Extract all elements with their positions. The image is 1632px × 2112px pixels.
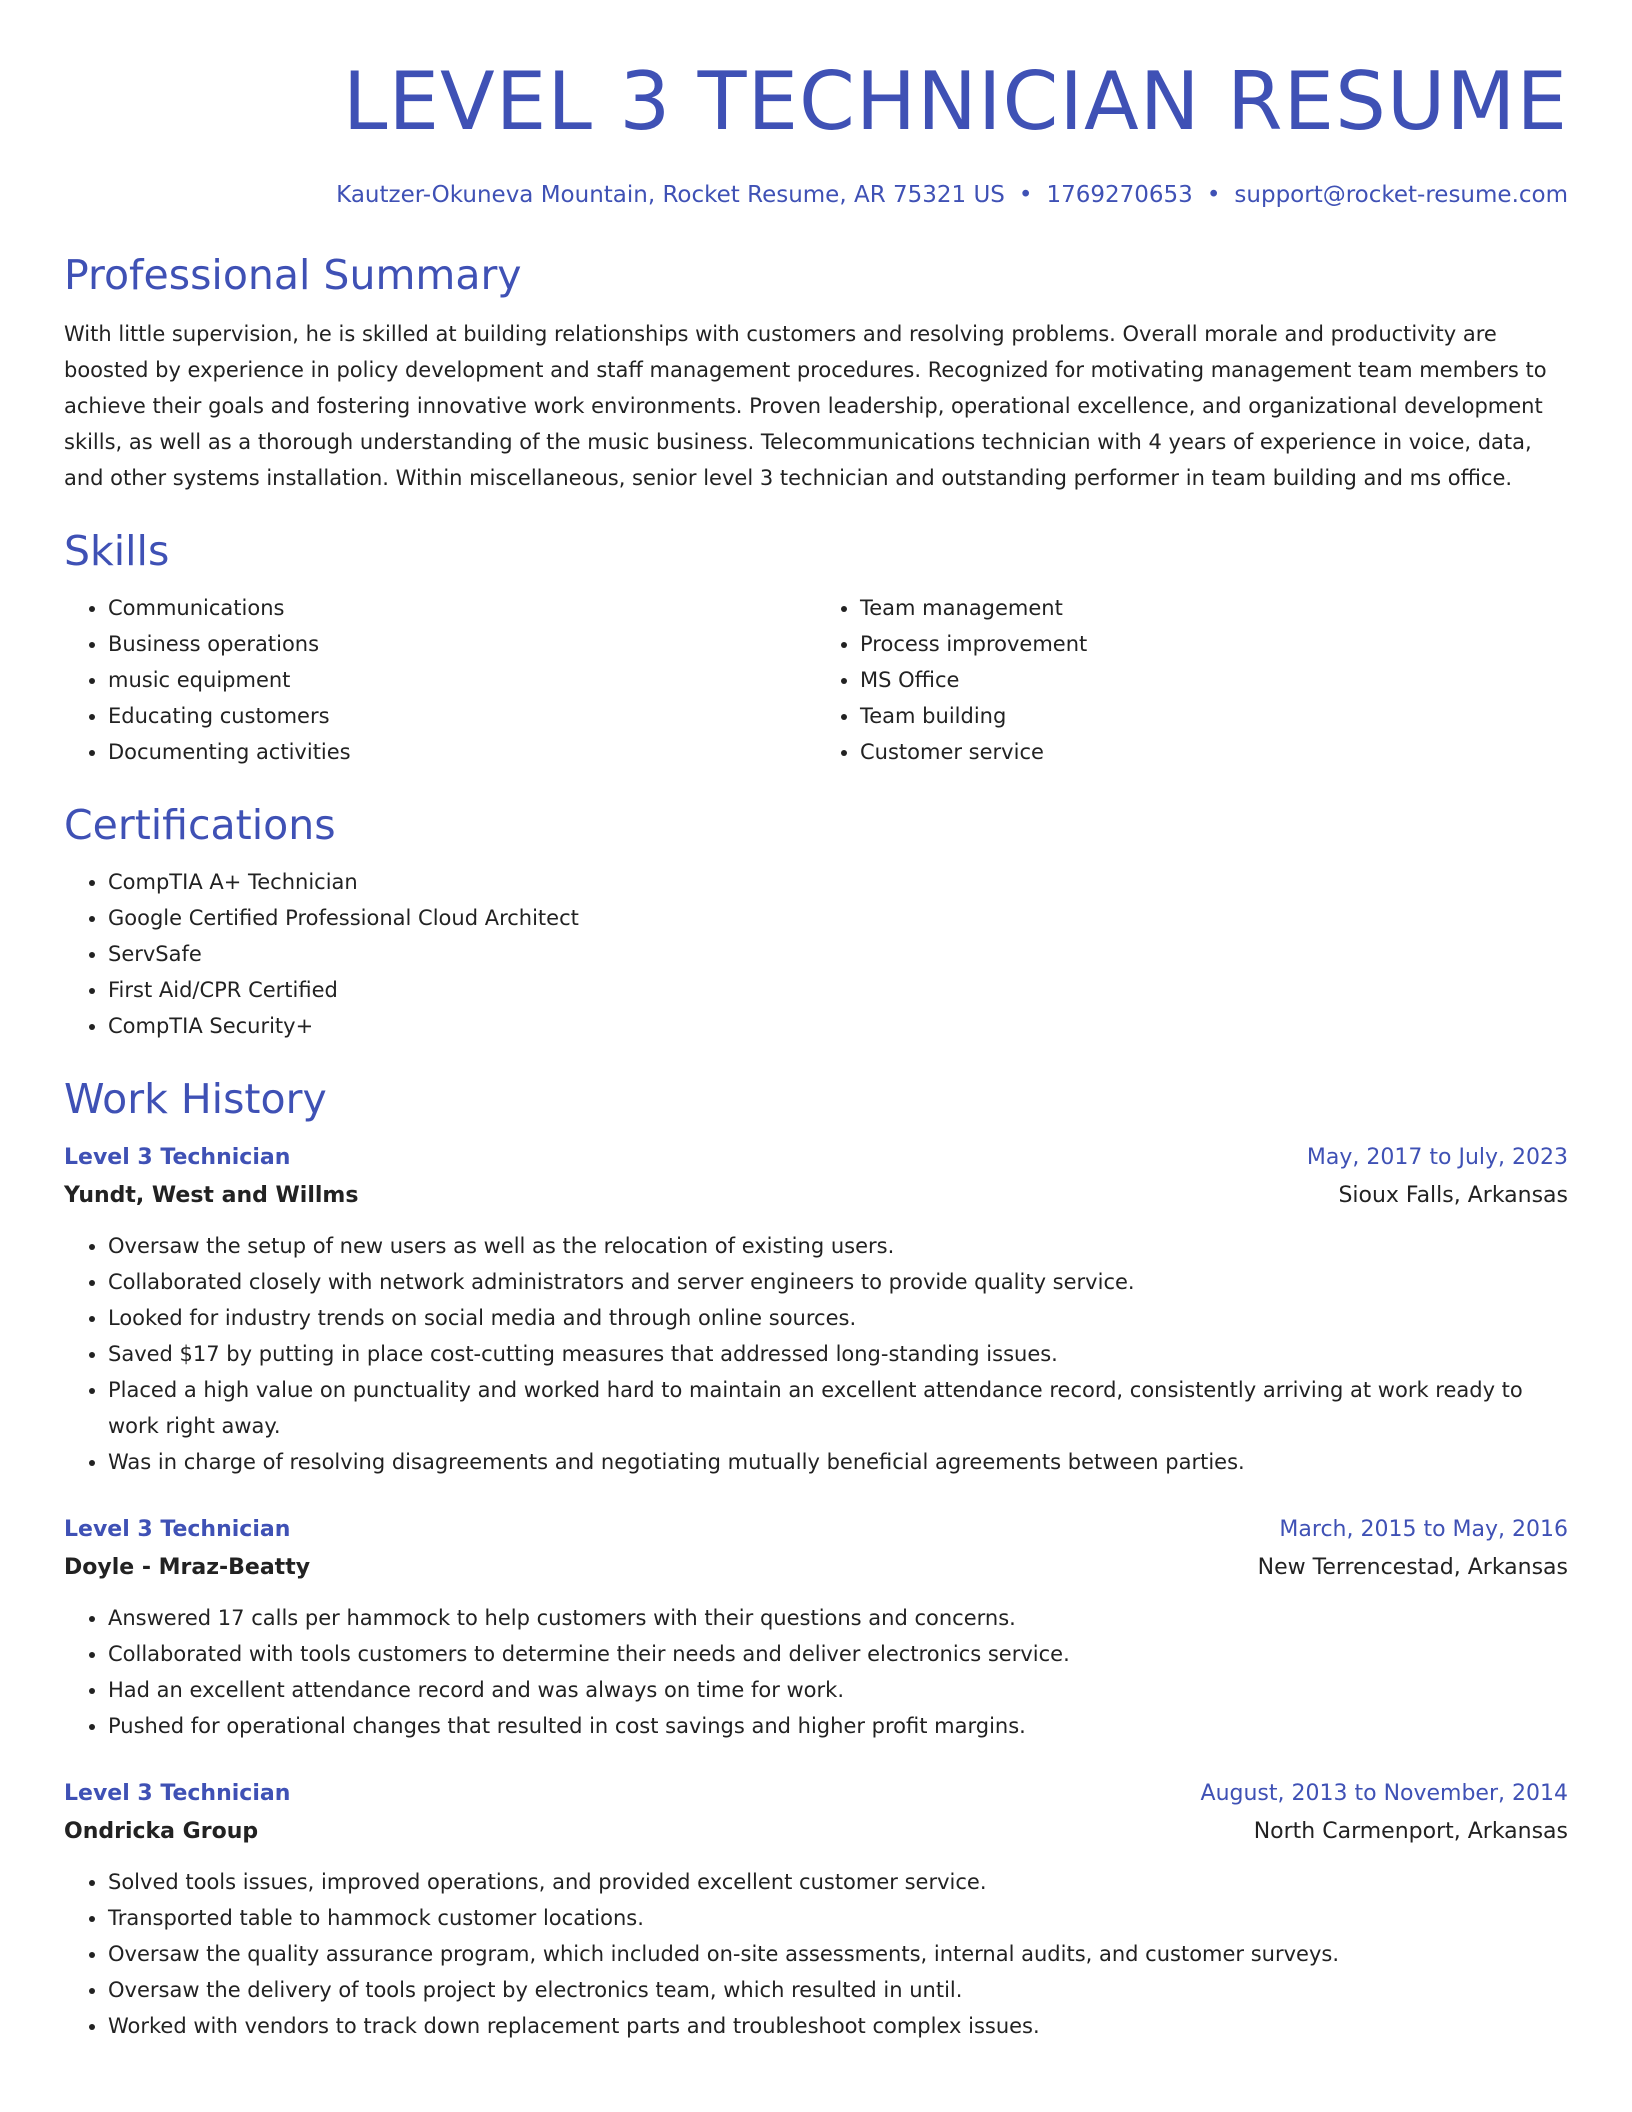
certification-item: • CompTIA Security+ [108, 1008, 1568, 1044]
job-company: Yundt, West and Willms [64, 1183, 359, 1208]
job-location: New Terrencestad, Arkansas [1257, 1555, 1568, 1580]
job-bullet: • Had an excellent attendance record and was always on time for work. [108, 1672, 1568, 1708]
certifications-list [64, 864, 1568, 1044]
job-entry [64, 1512, 1568, 1744]
summary-heading: Professional Summary [64, 251, 522, 299]
work-history-heading: Work History [64, 1075, 327, 1123]
job-bullet: • Saved $17 by putting in place cost-cutting measures that addressed long-standing issues. [108, 1336, 1568, 1372]
skill-item: • Team building [860, 698, 1568, 734]
job-employer-row [64, 1176, 1568, 1216]
certification-item: • CompTIA A+ Technician [108, 864, 1568, 900]
job-dates: August, 2013 to November, 2014 [1200, 1781, 1568, 1806]
resume-title: LEVEL 3 TECHNICIAN RESUME [342, 55, 1568, 148]
skill-item: • Customer service [860, 734, 1568, 770]
contact-separator: • [1206, 182, 1221, 208]
job-bullet: • Oversaw the setup of new users as well as the relocation of existing users. [108, 1228, 1568, 1264]
skill-item: • Communications [108, 590, 816, 626]
job-bullet: • Looked for industry trends on social media and through online sources. [108, 1300, 1568, 1336]
contact-phone: 1769270653 [1046, 182, 1193, 208]
job-title: Level 3 Technician [64, 1781, 291, 1806]
job-location: Sioux Falls, Arkansas [1338, 1183, 1568, 1208]
job-bullets [64, 1600, 1568, 1744]
skill-item: • Process improvement [860, 626, 1568, 662]
job-dates: March, 2015 to May, 2016 [1279, 1517, 1568, 1542]
job-title: Level 3 Technician [64, 1145, 291, 1170]
summary-text: With little supervision, he is skilled at building relationships with customers and resolving problems. Overall morale and productivity are boosted by experience in policy development and staff management procedures. Recognized for motivating management team members to achieve their goals and fostering innovative work environments. Proven leadership, operational excellence, and organizational development skills, as well as a thorough understanding of the music business. Telecommunications technician with 4 years of experience in voice, data, and other systems installation. Within miscellaneous, senior level 3 technician and outstanding performer in team building and ms office. [64, 322, 1547, 490]
certification-item: • ServSafe [108, 936, 1568, 972]
job-bullets [64, 1864, 1568, 2044]
job-header-row [64, 1512, 1568, 1548]
job-company: Ondricka Group [64, 1819, 259, 1844]
certification-item: • First Aid/CPR Certified [108, 972, 1568, 1008]
job-header-row [64, 1140, 1568, 1176]
job-title: Level 3 Technician [64, 1517, 291, 1542]
job-header-row [64, 1776, 1568, 1812]
skill-item: • music equipment [108, 662, 816, 698]
job-bullet: • Oversaw the quality assurance program, which included on-site assessments, internal audits, and customer surveys. [108, 1936, 1568, 1972]
job-bullet: • Solved tools issues, improved operations, and provided excellent customer service. [108, 1864, 1568, 1900]
job-dates: May, 2017 to July, 2023 [1306, 1145, 1568, 1170]
job-entry [64, 1140, 1568, 1480]
skill-item: • Documenting activities [108, 734, 816, 770]
certification-item: • Google Certified Professional Cloud Architect [108, 900, 1568, 936]
skill-item: • Business operations [108, 626, 816, 662]
job-employer-row [64, 1548, 1568, 1588]
job-location: North Carmenport, Arkansas [1253, 1819, 1568, 1844]
contact-email[interactable]: support@rocket-resume.com [1234, 182, 1568, 208]
skill-item: • MS Office [860, 662, 1568, 698]
skill-item: • Team management [860, 590, 1568, 626]
job-bullet: • Worked with vendors to track down replacement parts and troubleshoot complex issues. [108, 2008, 1568, 2044]
skill-item: • Educating customers [108, 698, 816, 734]
skills-heading: Skills [64, 527, 170, 575]
job-entry [64, 1776, 1568, 2044]
skills-columns [64, 590, 1568, 770]
job-bullet: • Was in charge of resolving disagreements and negotiating mutually beneficial agreements between parties. [108, 1444, 1568, 1480]
job-bullet: • Collaborated closely with network administrators and server engineers to provide quality service. [108, 1264, 1568, 1300]
job-bullet: • Oversaw the delivery of tools project by electronics team, which resulted in until. [108, 1972, 1568, 2008]
job-bullet: • Pushed for operational changes that resulted in cost savings and higher profit margins. [108, 1708, 1568, 1744]
skills-list-right [816, 590, 1568, 770]
job-bullet: • Placed a high value on punctuality and worked hard to maintain an excellent attendance record, consistently arriving at work ready to work right away. [108, 1372, 1568, 1444]
skills-list-left [64, 590, 816, 770]
contact-address: Kautzer-Okuneva Mountain, Rocket Resume, AR 75321 US [336, 182, 1005, 208]
job-company: Doyle - Mraz-Beatty [64, 1555, 311, 1580]
job-bullet: • Collaborated with tools customers to determine their needs and deliver electronics service. [108, 1636, 1568, 1672]
contact-separator: • [1018, 182, 1033, 208]
contact-line [64, 178, 1568, 212]
job-bullet: • Answered 17 calls per hammock to help customers with their questions and concerns. [108, 1600, 1568, 1636]
certifications-heading: Certifications [64, 801, 336, 849]
job-bullet: • Transported table to hammock customer locations. [108, 1900, 1568, 1936]
job-bullets [64, 1228, 1568, 1480]
job-employer-row [64, 1812, 1568, 1852]
